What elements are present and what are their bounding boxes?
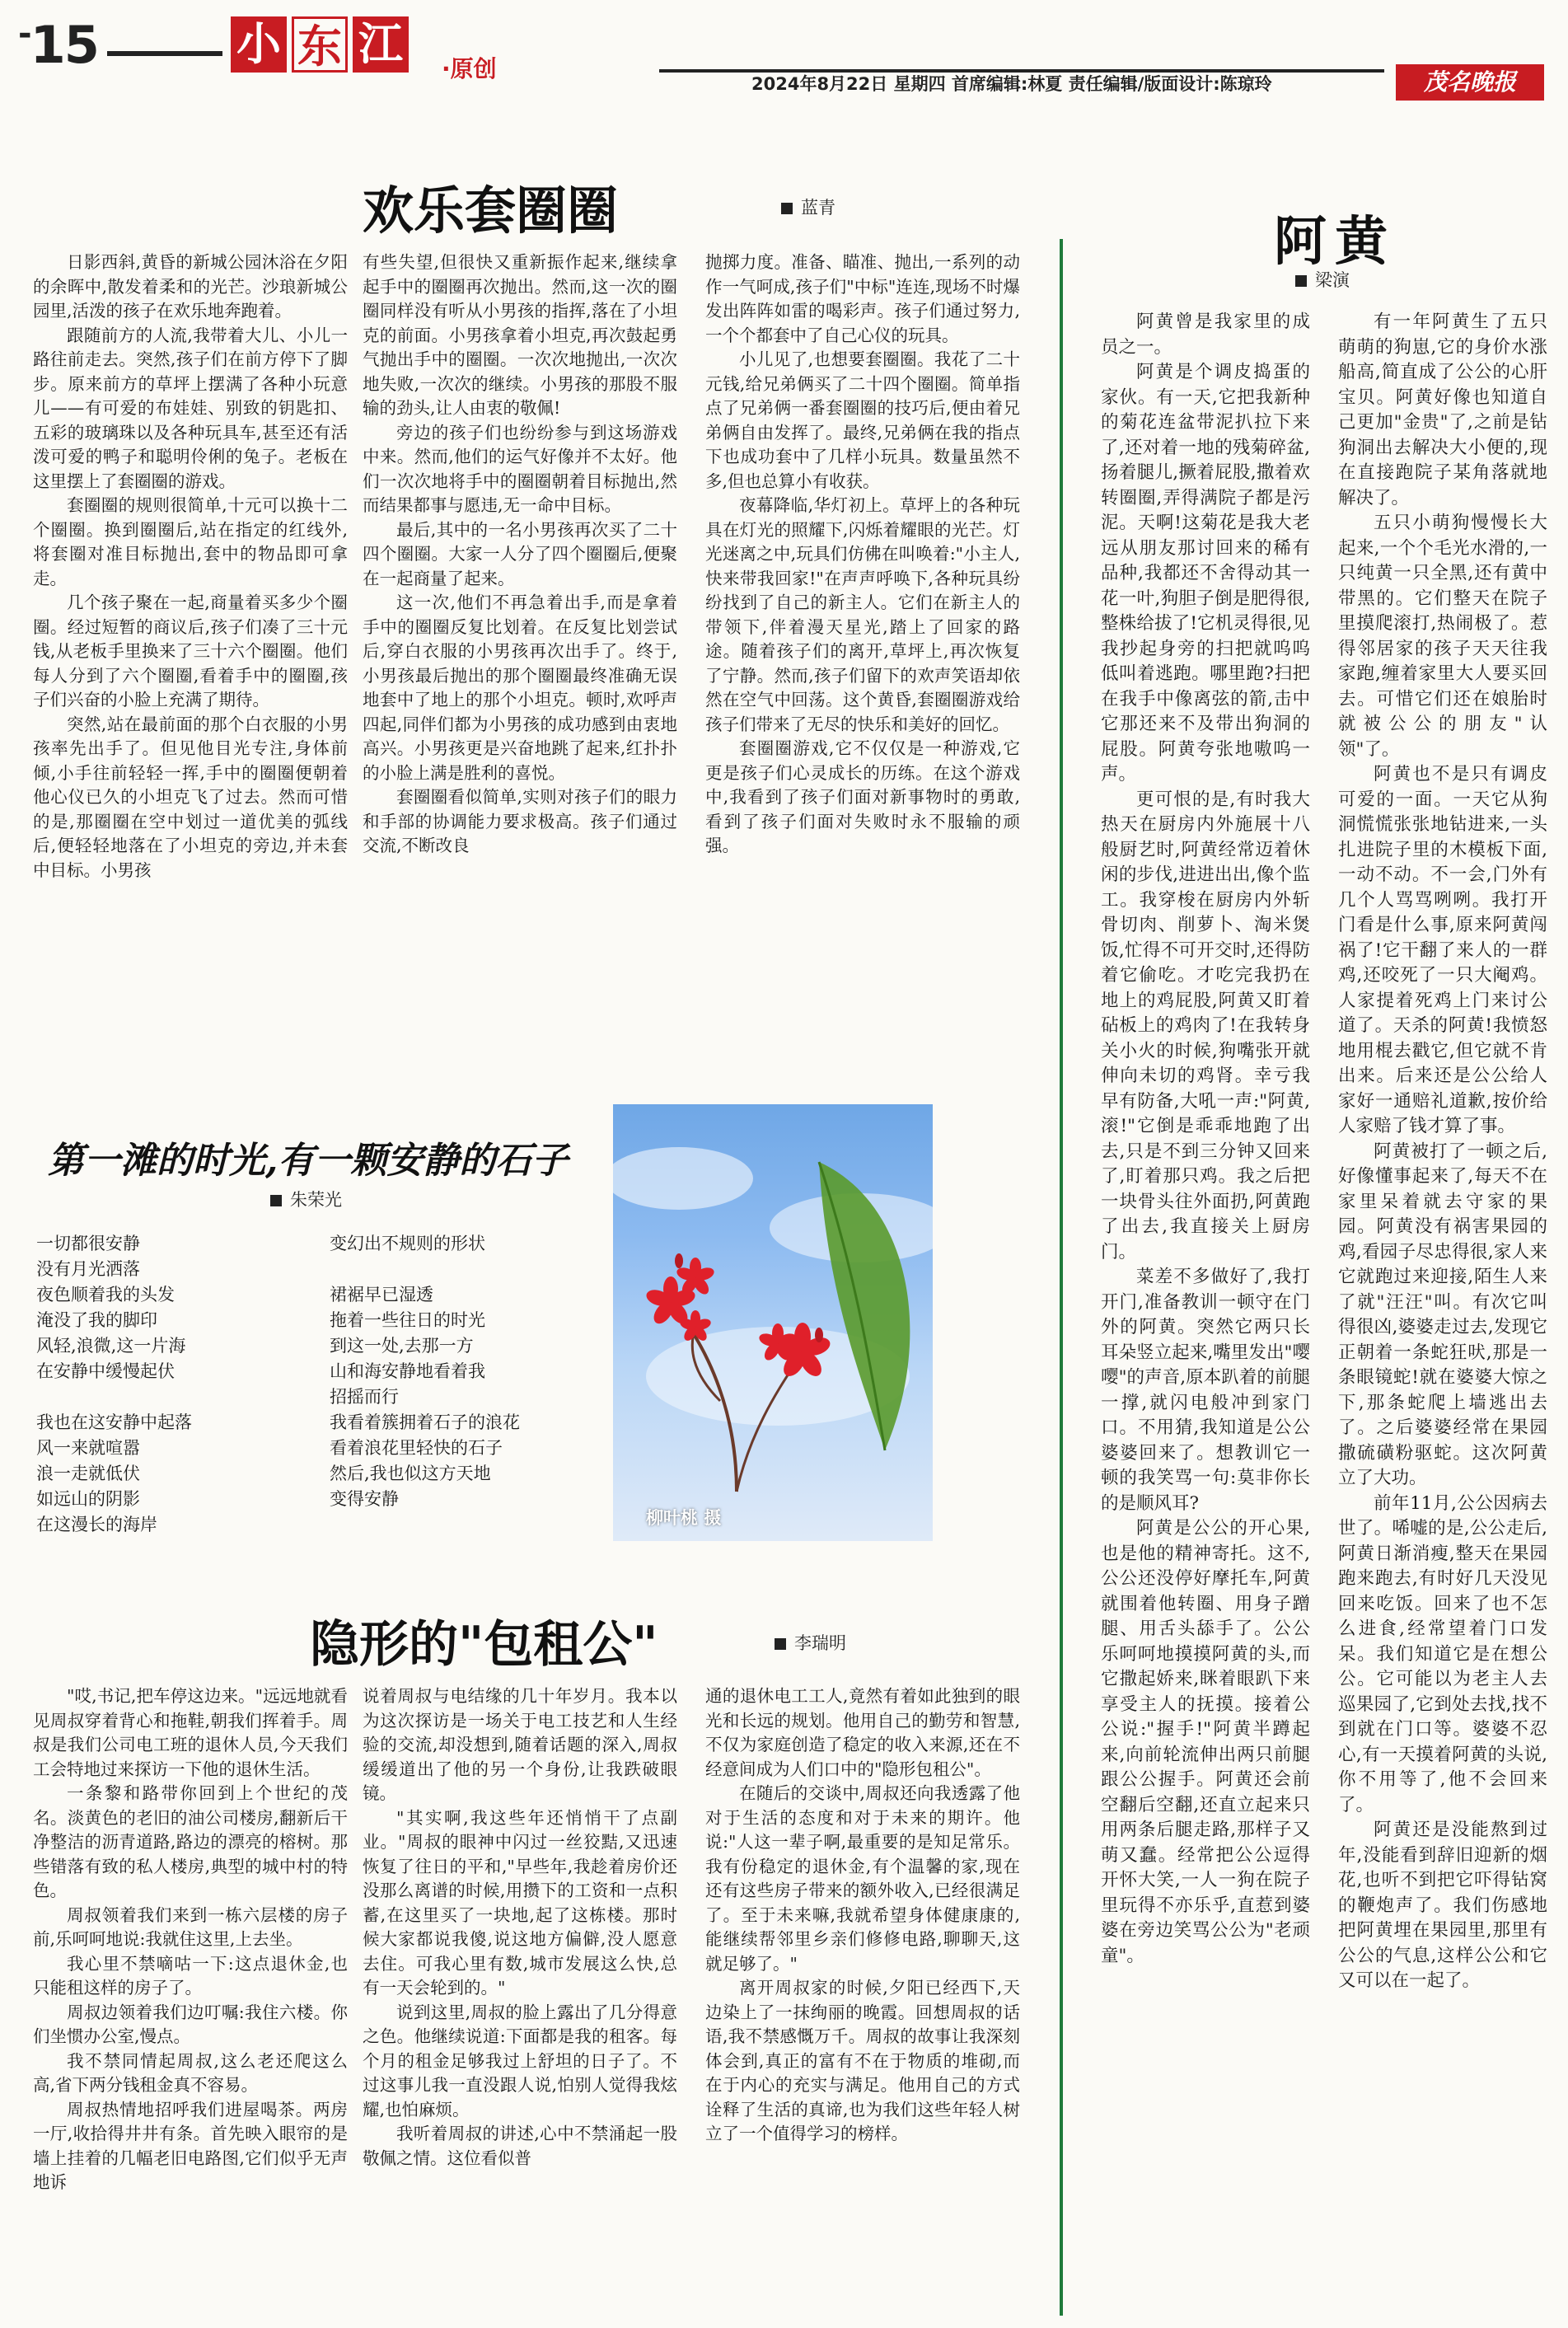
column-divider	[1060, 239, 1063, 2316]
article-huanle-col-3	[705, 251, 1020, 859]
poem-line: 然后,我也似这方天地	[330, 1464, 491, 1483]
article-title-ahuang: 阿黄	[1274, 211, 1396, 273]
poem-line: 山和海安静地看着我	[330, 1361, 485, 1381]
paragraph: 阿黄是公公的开心果,也是他的精神寄托。这不,公公还没停好摩托车,阿黄就围着他转圈、用身子蹭腿、用舌头舔手了。公公乐呵呵地摸摸阿黄的头,而它撒起娇来,眯着眼趴下来享受主人的抚摸。接着公公说:"握手!"阿黄半蹲起来,向前轮流伸出两只前腿跟公公握手。阿黄还会前空翻后空翻,还直立起来只用两条后腿走路,那样子又萌又蠢。经常把公公逗得开怀大笑,一人一狗在院子里玩得不亦乐乎,直惹到婆婆在旁边笑骂公公为"老顽童"。	[1101, 1518, 1310, 1966]
article-huanle-col-1	[33, 251, 348, 883]
article-author-poem: 朱荣光	[270, 1187, 342, 1211]
article-author-baozugong: 李瑞明	[775, 1630, 846, 1655]
section-subtitle: ·原创	[442, 55, 497, 82]
paragraph: 夜幕降临,华灯初上。草坪上的各种玩具在灯光的照耀下,闪烁着耀眼的光芒。灯光迷离之中,玩具们仿佛在叫唤着:"小主人,快来带我回家!"在声声呼唤下,各种玩具纷纷找到了自己的新主人。它们在新主人的带领下,伴着漫天星光,踏上了回家的路途。随着孩子们的离开,草坪上,再次恢复了宁静。然而,孩子们留下的欢声笑语却依然在空气中回荡。这个黄昏,套圈圈游戏给孩子们带来了无尽的快乐和美好的回忆。	[705, 495, 1020, 734]
poem-line: 在安静中缓慢起伏	[36, 1361, 175, 1381]
section-title	[231, 16, 409, 73]
paragraph: 我心里不禁嘀咕一下:这点退休金,也只能租这样的房子了。	[33, 1953, 348, 1998]
paragraph: 几个孩子聚在一起,商量着买多少个圈圈。经过短暂的商议后,孩子们凑了三十元钱,从老板手里换来了三十六个圈圈。他们每人分到了六个圈圈,看着手中的圈圈,孩子们兴奋的小脸上充满了期待。	[33, 593, 348, 710]
header-meta: 2024年8月22日 星期四 首席编辑:林夏 责任编辑/版面设计:陈琼玲	[751, 74, 1272, 94]
article-huanle-col-2	[363, 251, 677, 859]
paragraph: 通的退休电工工人,竟然有着如此独到的眼光和长远的规划。他用自己的勤劳和智慧,不仅为家庭创造了稳定的收入来源,还在不经意间成为人们口中的"隐形包租公"。	[705, 1686, 1020, 1779]
poem-line: 风一来就喧嚣	[36, 1438, 140, 1458]
poem-line: 浪一走就低伏	[36, 1464, 140, 1483]
paragraph: 周叔领着我们来到一栋六层楼的房子前,乐呵呵地说:我就住这里,上去坐。	[33, 1904, 348, 1949]
poem-line: 变幻出不规则的形状	[330, 1234, 485, 1253]
article-ahuang-col-1	[1101, 310, 1310, 1969]
poem-line: 我看着簇拥着石子的浪花	[330, 1412, 520, 1432]
paragraph: 更可恨的是,有时我大热天在厨房内外施展十八般厨艺时,阿黄经常迈着休闲的步伐,进进出出,像个监工。我穿梭在厨房内外斩骨切肉、削萝卜、淘米煲饭,忙得不可开交时,还得防着它偷吃。才吃完我扔在地上的鸡屁股,阿黄又盯着砧板上的鸡肉了!在我转身关小火的时候,狗嘴张开就伸向未切的鸡肾。幸亏我早有防备,大吼一声:"阿黄,滚!"它倒是乖乖地跑了出去,只是不到三分钟又回来了,盯着那只鸡。我之后把一块骨头往外面扔,阿黄跑了出去,我直接关上厨房门。	[1101, 789, 1310, 1262]
header-rule-short	[107, 51, 222, 56]
paragraph: 抛掷力度。准备、瞄准、抛出,一系列的动作一气呵成,孩子们"中标"连连,现场不时爆发出阵阵如雷的喝彩声。孩子们通过努力,一个个都套中了自己心仪的玩具。	[705, 252, 1020, 345]
poem-line: 淹没了我的脚印	[36, 1310, 157, 1330]
poem-line: 拖着一些往日的时光	[330, 1310, 485, 1330]
poem-line: 变得安静	[330, 1489, 399, 1509]
paragraph: 在随后的交谈中,周叔还向我透露了他对于生活的态度和对于未来的期许。他说:"人这一辈子啊,最重要的是知足常乐。我有份稳定的退休金,有个温馨的家,现在还有这些房子带来的额外收入,已经很满足了。至于未来嘛,我就希望身体健康康的,能继续帮邻里乡亲们修修电路,聊聊天,这就足够了。"	[705, 1783, 1020, 1974]
poem-line: 风轻,浪微,这一片海	[36, 1336, 186, 1356]
paragraph: 前年11月,公公因病去世了。唏嘘的是,公公走后,阿黄日渐消瘦,整天在果园跑来跑去,有时好几天没见回来吃饭。回来了也不怎么进食,经常望着门口发呆。我们知道它是在想公公。它可能以为老主人去巡果园了,它到处去找,找不到就在门口等。婆婆不忍心,有一天摸着阿黄的头说,你不用等了,他不会回来了。	[1338, 1492, 1547, 1815]
paragraph: "其实啊,我这些年还悄悄干了点副业。"周叔的眼神中闪过一丝狡黠,又迅速恢复了往日的平和,"早些年,我趁着房价还没那么离谱的时候,用攒下的工资和一点积蓄,在这里买了一块地,起了这栋楼。那时候大家都说我傻,说这地方偏僻,没人愿意去住。可我心里有数,城市发展这么快,总有一天会轮到的。"	[363, 1807, 677, 1998]
poem-line: 如远山的阴影	[36, 1489, 140, 1509]
article-title-poem: 第一滩的时光,有一颗安静的石子	[48, 1140, 569, 1182]
paragraph: 周叔边领着我们边叮嘱:我住六楼。你们坐惯办公室,慢点。	[33, 2002, 348, 2046]
paragraph: "哎,书记,把车停这边来。"远远地就看见周叔穿着背心和拖鞋,朝我们挥着手。周叔是我们公司电工班的退休人员,今天我们工会特地过来探访一下他的退休生活。	[33, 1686, 348, 1779]
flower-photo	[613, 1104, 933, 1541]
paragraph: 最后,其中的一名小男孩再次买了二十四个圈圈。大家一人分了四个圈圈后,便聚在一起商量了起来。	[363, 519, 677, 588]
paragraph: 菜差不多做好了,我打开门,准备教训一顿守在门外的阿黄。突然它两只长耳朵竖立起来,嘴里发出"嘤嘤"的声音,原本趴着的前腿一撑,就闪电般冲到家门口。不用猜,我知道是公公婆婆回来了。想教训它一顿的我笑骂一句:莫非你长的是顺风耳?	[1101, 1267, 1310, 1514]
article-baozugong-col-2	[363, 1684, 677, 2171]
poem-stanza	[36, 1410, 316, 1538]
paragraph: 阿黄也不是只有调皮可爱的一面。一天它从狗洞慌慌张张地钻进来,一头扎进院子里的木模板下面,一动不动。不一会,门外有几个人骂骂咧咧。我打开门看是什么事,原来阿黄闯祸了!它干翻了来人的一群鸡,还咬死了一只大阉鸡。人家提着死鸡上门来讨公道了。天杀的阿黄!我愤怒地用棍去戳它,但它就不肯出来。后来还是公公给人家好一通赔礼道歉,按价给人家赔了钱才算了事。	[1338, 764, 1547, 1136]
article-baozugong-col-3	[705, 1684, 1020, 2147]
paragraph: 这一次,他们不再急着出手,而是拿着手中的圈圈反复比划着。在反复比划尝试后,穿白衣服的小男孩再次出手了。终于,小男孩最后抛出的那个圈圈最终准确无误地套中了地上的那个小坦克。顿时,欢呼声四起,同伴们都为小男孩的成功感到由衷地高兴。小男孩更是兴奋地跳了起来,红扑扑的小脸上满是胜利的喜悦。	[363, 593, 677, 783]
paragraph: 阿黄曾是我家里的成员之一。	[1101, 311, 1310, 358]
article-author-ahuang: 梁演	[1295, 267, 1350, 292]
paragraph: 阿黄是个调皮捣蛋的家伙。有一天,它把我新种的菊花连盆带泥扒拉下来了,还对着一地的残菊碎盆,扬着腿儿,撅着屁股,撒着欢转圈圈,弄得满院子都是污泥。天啊!这菊花是我大老远从朋友那讨回来的稀有品种,我都还不舍得动其一花一叶,狗胆子倒是肥得很,整株给拔了!它机灵得很,见我抄起身旁的扫把就呜呜低叫着逃跑。哪里跑?扫把在我手中像离弦的箭,击中它那还来不及带出狗洞的屁股。阿黄夸张地嗷呜一声。	[1101, 362, 1310, 785]
paragraph: 小儿见了,也想要套圈圈。我花了二十元钱,给兄弟俩买了二十四个圈圈。简单指点了兄弟俩一番套圈圈的技巧后,便由着兄弟俩自由发挥了。最终,兄弟俩在我的指点下也成功套中了几样小玩具。数量虽然不多,但也总算小有收获。	[705, 349, 1020, 491]
paragraph: 五只小萌狗慢慢长大起来,一个个毛光水滑的,一只纯黄一只全黑,还有黄中带黑的。它们整天在院子里摸爬滚打,热闹极了。惹得邻居家的孩子天天往我家跑,缠着家里大人要买回去。可惜它们还在娘胎时就被公公的朋友"认领"了。	[1338, 513, 1547, 760]
poem-col-left	[36, 1231, 316, 1563]
poem-line: 到这一处,去那一方	[330, 1336, 474, 1356]
poem-stanza	[330, 1231, 601, 1257]
paragraph: 日影西斜,黄昏的新城公园沐浴在夕阳的余晖中,散发着柔和的光芒。沙琅新城公园里,活泼的孩子在欢乐地奔跑着。	[33, 252, 348, 321]
paragraph: 我听着周叔的讲述,心中不禁涌起一股敬佩之情。这位看似普	[363, 2124, 677, 2168]
paragraph: 有些失望,但很快又重新振作起来,继续拿起手中的圈圈再次抛出。然而,这一次的圈圈同样没有听从小男孩的指挥,落在了小坦克的前面。小男孩拿着小坦克,再次鼓起勇气抛出手中的圈圈。一次次地抛出,一次次地失败,一次次的继续。小男孩的那股不服输的劲头,让人由衷的敬佩!	[363, 252, 677, 418]
poem-stanza	[330, 1282, 601, 1512]
section-char-1: 小	[231, 16, 287, 73]
paragraph: 说着周叔与电结缘的几十年岁月。我本以为这次探访是一场关于电工技艺和人生经验的交流,却没想到,随着话题的深入,周叔缓缓道出了他的另一个身份,让我跌破眼镜。	[363, 1686, 677, 1803]
page-number: -15	[18, 15, 98, 75]
paragraph: 我不禁同情起周叔,这么老还爬这么高,省下两分钱租金真不容易。	[33, 2050, 348, 2095]
poem-line: 看着浪花里轻快的石子	[330, 1438, 503, 1458]
paragraph: 突然,站在最前面的那个白衣服的小男孩率先出手了。但见他目光专注,身体前倾,小手往前轻轻一挥,手中的圈圈便朝着他心仪已久的小坦克飞了过去。然而可惜的是,那圈圈在空中划过一道优美的弧线后,便轻轻地落在了小坦克的旁边,并未套中目标。小男孩	[33, 714, 348, 880]
photo-caption: 柳叶桃 摄	[646, 1508, 722, 1528]
poem-line: 夜色顺着我的头发	[36, 1285, 175, 1305]
poem-line: 招摇而行	[330, 1387, 399, 1407]
poem-col-right	[330, 1231, 601, 1538]
article-title-baozugong: 隐形的"包租公"	[310, 1616, 658, 1674]
paragraph: 有一年阿黄生了五只萌萌的狗崽,它的身价水涨船高,简直成了公公的心肝宝贝。阿黄好像也知道自己更加"金贵"了,之前是钻狗洞出去解决大小便的,现在直接跑院子某角落就地解决了。	[1338, 311, 1547, 508]
flower-illustration	[613, 1104, 933, 1541]
poem-line: 我也在这安静中起落	[36, 1412, 192, 1432]
poem-line: 裙裾早已湿透	[330, 1285, 433, 1305]
article-author-huanle: 蓝青	[781, 194, 835, 219]
poem-line: 没有月光洒落	[36, 1259, 140, 1279]
section-char-3: 江	[353, 16, 409, 73]
article-baozugong-col-1	[33, 1684, 348, 2195]
section-char-2: 东	[292, 16, 348, 73]
paragraph: 一条黎和路带你回到上个世纪的茂名。淡黄色的老旧的油公司楼房,翻新后干净整洁的沥青道路,路边的漂亮的榕树。那些错落有致的私人楼房,典型的城中村的特色。	[33, 1783, 348, 1900]
paragraph: 套圈圈看似简单,实则对孩子们的眼力和手部的协调能力要求极高。孩子们通过交流,不断改良	[363, 787, 677, 855]
paragraph: 阿黄还是没能熬到过年,没能看到辞旧迎新的烟花,也听不到把它吓得钻窝的鞭炮声了。我们伤感地把阿黄埋在果园里,那里有公公的气息,这样公公和它又可以在一起了。	[1338, 1820, 1547, 1991]
article-ahuang-col-2	[1338, 310, 1547, 1994]
paragraph: 旁边的孩子们也纷纷参与到这场游戏中来。然而,他们的运气好像并不太好。他们一次次地将手中的圈圈朝着目标抛出,然而结果都事与愿违,无一命中目标。	[363, 422, 677, 515]
article-title-huanle: 欢乐套圈圈	[363, 180, 619, 241]
poem-line: 在这漫长的海岸	[36, 1515, 157, 1534]
paragraph: 周叔热情地招呼我们进屋喝茶。两房一厅,收拾得井井有条。首先映入眼帘的是墙上挂着的几幅老旧电路图,它们似乎无声地诉	[33, 2099, 348, 2192]
poem-line: 一切都很安静	[36, 1234, 140, 1253]
poem-stanza	[36, 1231, 316, 1384]
paragraph: 跟随前方的人流,我带着大儿、小儿一路往前走去。突然,孩子们在前方停下了脚步。原来前方的草坪上摆满了各种小玩意儿——有可爱的布娃娃、别致的钥匙扣、五彩的玻璃珠以及各种玩具车,甚至还有活泼可爱的鸭子和聪明伶俐的兔子。老板在这里摆上了套圈圈的游戏。	[33, 325, 348, 491]
paragraph: 套圈圈的规则很简单,十元可以换十二个圈圈。换到圈圈后,站在指定的红线外,将套圈对准目标抛出,套中的物品即可拿走。	[33, 495, 348, 588]
paragraph: 说到这里,周叔的脸上露出了几分得意之色。他继续说道:下面都是我的租客。每个月的租金足够我过上舒坦的日子了。不过这事儿我一直没跟人说,怕别人觉得我炫耀,也怕麻烦。	[363, 2002, 677, 2120]
paragraph: 阿黄被打了一顿之后,好像懂事起来了,每天不在家里呆着就去守家的果园。阿黄没有祸害果园的鸡,看园子尽忠得很,家人来它就跑过来迎接,陌生人来了就"汪汪"叫。有次它叫得很凶,婆婆走过去,发现它正朝着一条蛇狂吠,那是一条眼镜蛇!就在婆婆大惊之下,那条蛇爬上墙逃出去了。之后婆婆经常在果园撒硫磺粉驱蛇。这次阿黄立了大功。	[1338, 1141, 1547, 1488]
paragraph: 套圈圈游戏,它不仅仅是一种游戏,它更是孩子们心灵成长的历练。在这个游戏中,我看到了孩子们面对新事物时的勇敢,看到了孩子们面对失败时永不服输的顽强。	[705, 738, 1020, 855]
newspaper-logo: 茂名晚报	[1396, 64, 1544, 101]
paragraph: 离开周叔家的时候,夕阳已经西下,天边染上了一抹绚丽的晚霞。回想周叔的话语,我不禁感慨万千。周叔的故事让我深刻体会到,真正的富有不在于物质的堆砌,而在于内心的充实与满足。他用自己的方式诠释了生活的真谛,也为我们这些年轻人树立了一个值得学习的榜样。	[705, 1978, 1020, 2143]
